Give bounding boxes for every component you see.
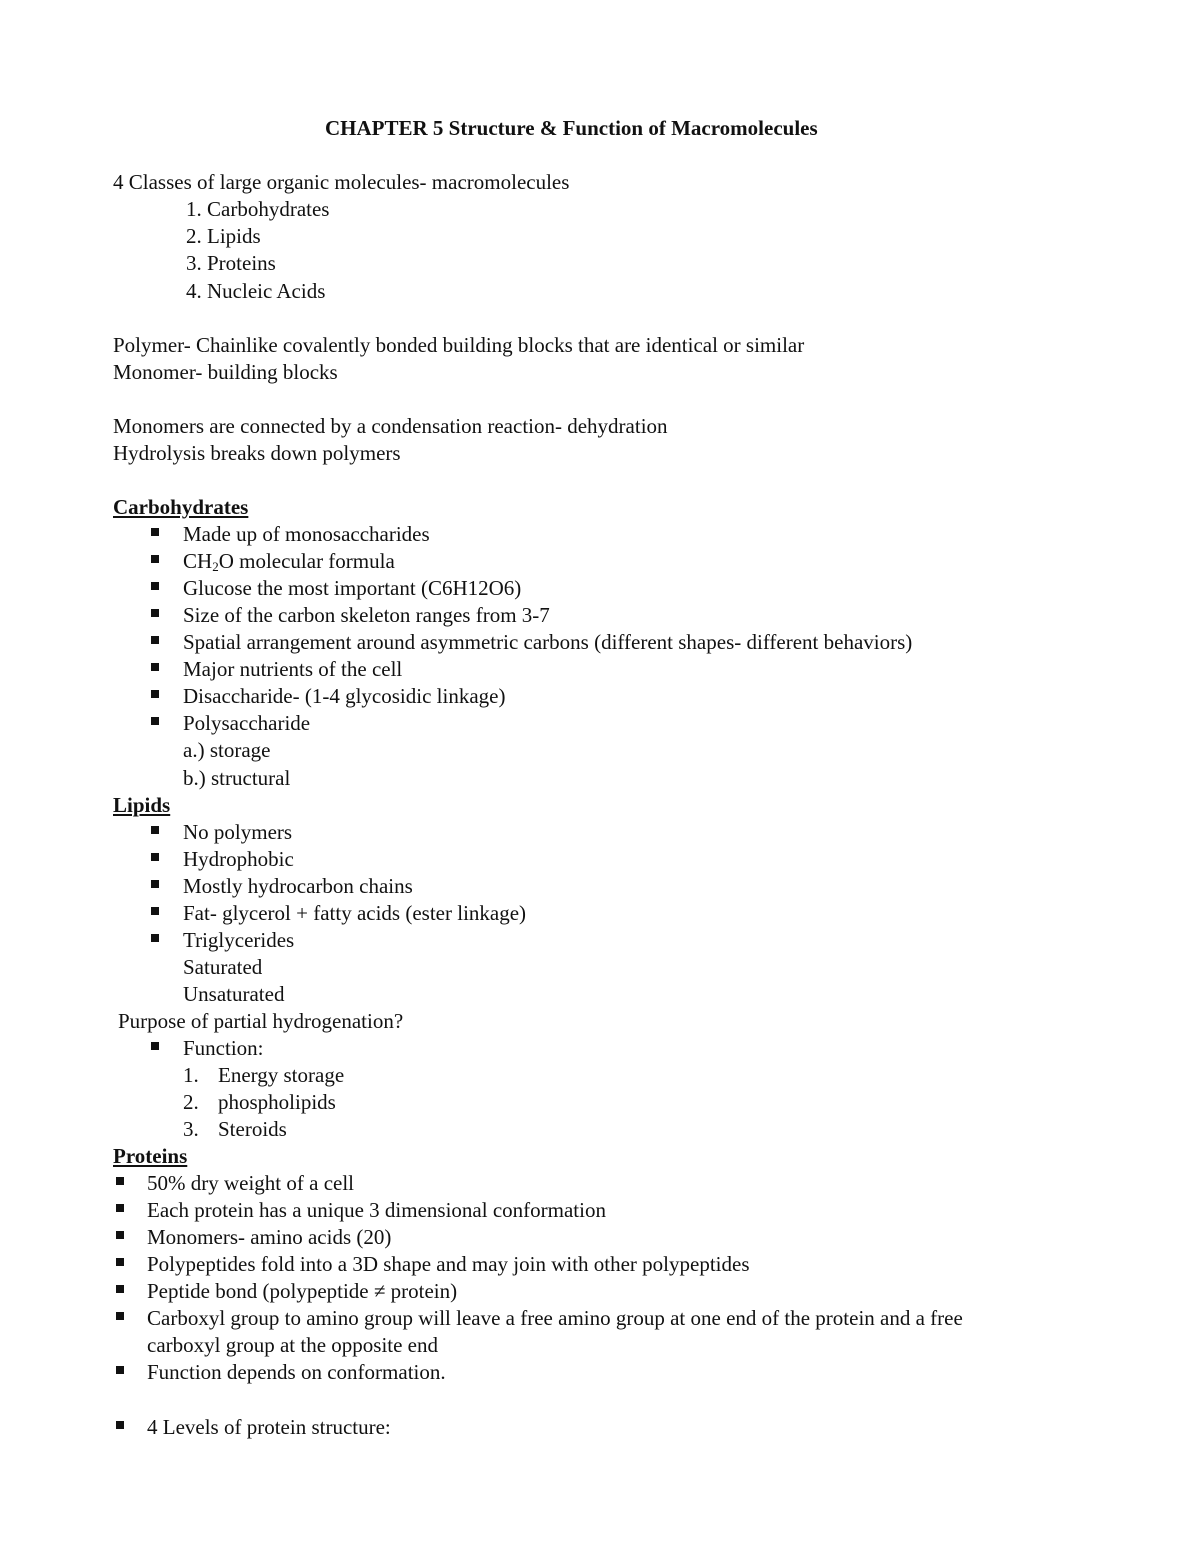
bullet-icon [151, 690, 159, 698]
function-item: phospholipids [218, 1090, 336, 1114]
bullet-icon [116, 1312, 124, 1320]
class-item: 1. Carbohydrates [186, 197, 330, 221]
lipid-point: Triglycerides [183, 928, 295, 952]
protein-point: Peptide bond (polypeptide ≠ protein) [147, 1279, 458, 1303]
molecular-formula-point [183, 551, 395, 572]
bullet-icon [151, 880, 159, 888]
protein-point: Polypeptides fold into a 3D shape and may join with other polypeptides [147, 1252, 750, 1276]
polysaccharide-type: b.) structural [183, 766, 291, 790]
bullet-icon [116, 1366, 124, 1374]
protein-point: Carboxyl group to amino group will leave a free amino group at one end of the protein and a free [147, 1306, 963, 1330]
function-item: Steroids [218, 1117, 287, 1141]
function-number: 2. [183, 1090, 199, 1114]
protein-point: 50% dry weight of a cell [147, 1171, 355, 1195]
bullet-icon [151, 907, 159, 915]
class-item: 2. Lipids [186, 224, 261, 248]
protein-point: Monomers- amino acids (20) [147, 1225, 392, 1249]
lipids-heading: Lipids [113, 793, 171, 817]
classes-heading: 4 Classes of large organic molecules- macromolecules [113, 170, 570, 194]
carbohydrate-point: Size of the carbon skeleton ranges from 3-7 [183, 603, 550, 627]
bullet-icon [116, 1204, 124, 1212]
carbohydrate-point: Major nutrients of the cell [183, 657, 403, 681]
bullet-icon [151, 555, 159, 563]
bullet-icon [116, 1231, 124, 1239]
carbohydrates-heading: Carbohydrates [113, 495, 249, 519]
function-number: 1. [183, 1063, 199, 1087]
carbohydrate-point: Spatial arrangement around asymmetric carbons (different shapes- different behaviors) [183, 630, 913, 654]
hydrogenation-question: Purpose of partial hydrogenation? [118, 1009, 404, 1033]
protein-structure-levels: 4 Levels of protein structure: [147, 1415, 391, 1439]
bullet-icon [116, 1258, 124, 1266]
function-label: Function: [183, 1036, 264, 1060]
lipid-point: No polymers [183, 820, 293, 844]
protein-point: Each protein has a unique 3 dimensional conformation [147, 1198, 606, 1222]
carbohydrate-point: Glucose the most important (C6H12O6) [183, 576, 522, 600]
polysaccharide-type: a.) storage [183, 738, 271, 762]
bullet-icon [151, 636, 159, 644]
triglyceride-type: Saturated [183, 955, 263, 979]
lipid-point: Mostly hydrocarbon chains [183, 874, 413, 898]
bullet-icon [151, 826, 159, 834]
bullet-icon [151, 582, 159, 590]
bullet-icon [151, 934, 159, 942]
bullet-icon [116, 1421, 124, 1429]
formula-suffix: O molecular formula [218, 549, 395, 573]
function-number: 3. [183, 1117, 199, 1141]
protein-point-continuation: carboxyl group at the opposite end [147, 1333, 439, 1357]
class-item: 4. Nucleic Acids [186, 279, 326, 303]
bullet-icon [116, 1285, 124, 1293]
bullet-icon [151, 663, 159, 671]
bullet-icon [151, 528, 159, 536]
formula-subscript: 2 [212, 559, 219, 574]
protein-point: Function depends on conformation. [147, 1360, 446, 1384]
lipid-point: Hydrophobic [183, 847, 294, 871]
bullet-icon [151, 1042, 159, 1050]
bullet-icon [151, 853, 159, 861]
bullet-icon [151, 717, 159, 725]
hydrolysis-note: Hydrolysis breaks down polymers [113, 441, 401, 465]
formula-prefix: CH [183, 549, 213, 573]
polymer-definition: Polymer- Chainlike covalently bonded building blocks that are identical or similar [113, 333, 805, 357]
carbohydrate-point: Polysaccharide [183, 711, 311, 735]
bullet-icon [151, 609, 159, 617]
triglyceride-type: Unsaturated [183, 982, 285, 1006]
lipid-point: Fat- glycerol + fatty acids (ester linkage) [183, 901, 527, 925]
condensation-note: Monomers are connected by a condensation reaction- dehydration [113, 414, 668, 438]
carbohydrate-point: Disaccharide- (1-4 glycosidic linkage) [183, 684, 506, 708]
page-title: CHAPTER 5 Structure & Function of Macromolecules [325, 116, 818, 140]
class-item: 3. Proteins [186, 251, 276, 275]
proteins-heading: Proteins [113, 1144, 188, 1168]
function-item: Energy storage [218, 1063, 345, 1087]
monomer-definition: Monomer- building blocks [113, 360, 338, 384]
carbohydrate-point: Made up of monosaccharides [183, 522, 430, 546]
bullet-icon [116, 1177, 124, 1185]
